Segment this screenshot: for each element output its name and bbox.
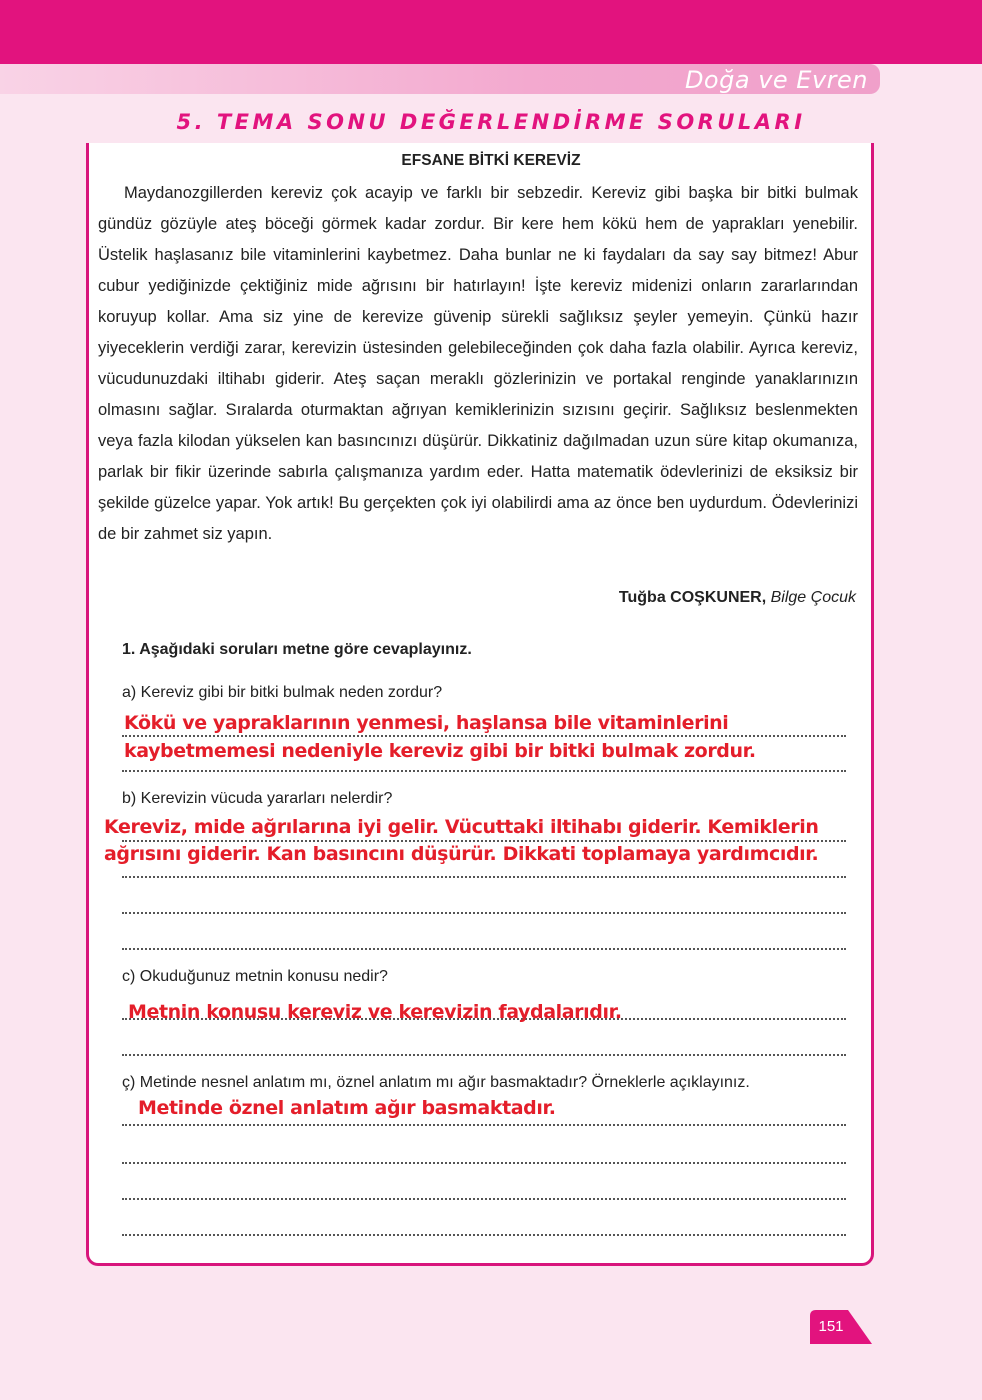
answer-c-line1: Metnin konusu kereviz ve kerevizin faydalarıdır. [128, 1001, 622, 1023]
questions-instruction: 1. Aşağıdaki soruları metne göre cevaplayınız. [122, 641, 472, 658]
page-title: 5. TEMA SONU DEĞERLENDİRME SORULARI [176, 110, 806, 134]
answer-a-line2: kaybetmemesi nedeniyle kereviz gibi bir bitki bulmak zordur. [124, 740, 756, 762]
answer-line [122, 876, 846, 878]
story-title: EFSANE BİTKİ KEREVİZ [401, 152, 581, 169]
answer-line [122, 912, 846, 914]
answer-b-line1: Kereviz, mide ağrılarına iyi gelir. Vücuttaki iltihabı giderir. Kemiklerin [104, 816, 819, 838]
answer-line [122, 735, 846, 737]
answer-line [122, 948, 846, 950]
story-author [619, 589, 856, 607]
question-b: b) Kerevizin vücuda yararları nelerdir? [122, 790, 393, 807]
top-color-bar [0, 0, 982, 64]
answer-line [122, 1054, 846, 1056]
author-name: Tuğba COŞKUNER, [618, 589, 767, 606]
page-number: 151 [818, 1318, 844, 1335]
answer-line [122, 770, 846, 772]
answer-b-line2: ağrısını giderir. Kan basıncını düşürür. Dikkati toplamaya yardımcıdır. [104, 843, 819, 865]
answer-d-line1: Metinde öznel anlatım ağır basmaktadır. [138, 1097, 556, 1119]
question-a: a) Kereviz gibi bir bitki bulmak neden zordur? [122, 684, 443, 701]
section-label: Doğa ve Evren [684, 66, 868, 94]
answer-line [122, 1234, 846, 1236]
answer-a-line1: Kökü ve yapraklarının yenmesi, haşlansa bile vitaminlerini [124, 712, 729, 734]
story-paragraph: Maydanozgillerden kereviz çok acayip ve farklı bir sebzedir. Kereviz gibi başka bir bitki bulmak gündüz gözüyle ateş böceği görmek kadar zordur. Bir kere hem kökü hem de yaprakları yenebilir. Üstelik haşlasanız bile vitaminlerini kaybetmez. Daha bunlar ne ki faydaları da say say bitmez! Abur cubur yediğinizde çektiğiniz mide ağrısını bir hatırlayın! İşte kereviz midenizi onların zararlarından koruyup kollar. Ama siz yine de kerevize güvenip sürekli sağlıksız şeyler yemeyin. Çünkü hazır yiyeceklerin verdiği zarar, kerevizin üstesinden gelebileceğinden çok daha fazla olabilir. Ayrıca kereviz, vücudunuzdaki iltihabı giderir. Ateş saçan meraklı gözlerinizin ve portakal renginde yanaklarınızın olmasını sağlar. Sıralarda oturmaktan ağrıyan kemiklerinizin sızısını geçirir. Sağlıksız beslenmekten veya fazla kilodan yükselen kan basıncınızı düşürür. Dikkatiniz dağılmadan uzun süre kitap okumanıza, parlak bir fikir üzerinde sabırla çalışmanıza yardım eder. Hatta matematik ödevlerinizi de eksiksiz bir şekilde güzelce yapar. Yok artık! Bu gerçekten çok iyi olabilirdi ama az önce ben uydurdum. Ödevlerinizi de bir zahmet siz yapın. [98, 184, 858, 543]
section-banner [0, 64, 880, 94]
author-source: Bilge Çocuk [770, 589, 856, 606]
answer-line [122, 1162, 846, 1164]
answer-line [122, 1198, 846, 1200]
question-d: ç) Metinde nesnel anlatım mı, öznel anlatım mı ağır basmaktadır? Örneklerle açıklayınız. [122, 1074, 750, 1091]
question-c: c) Okuduğunuz metnin konusu nedir? [122, 968, 388, 985]
answer-line [122, 1124, 846, 1126]
answer-line [122, 840, 846, 842]
